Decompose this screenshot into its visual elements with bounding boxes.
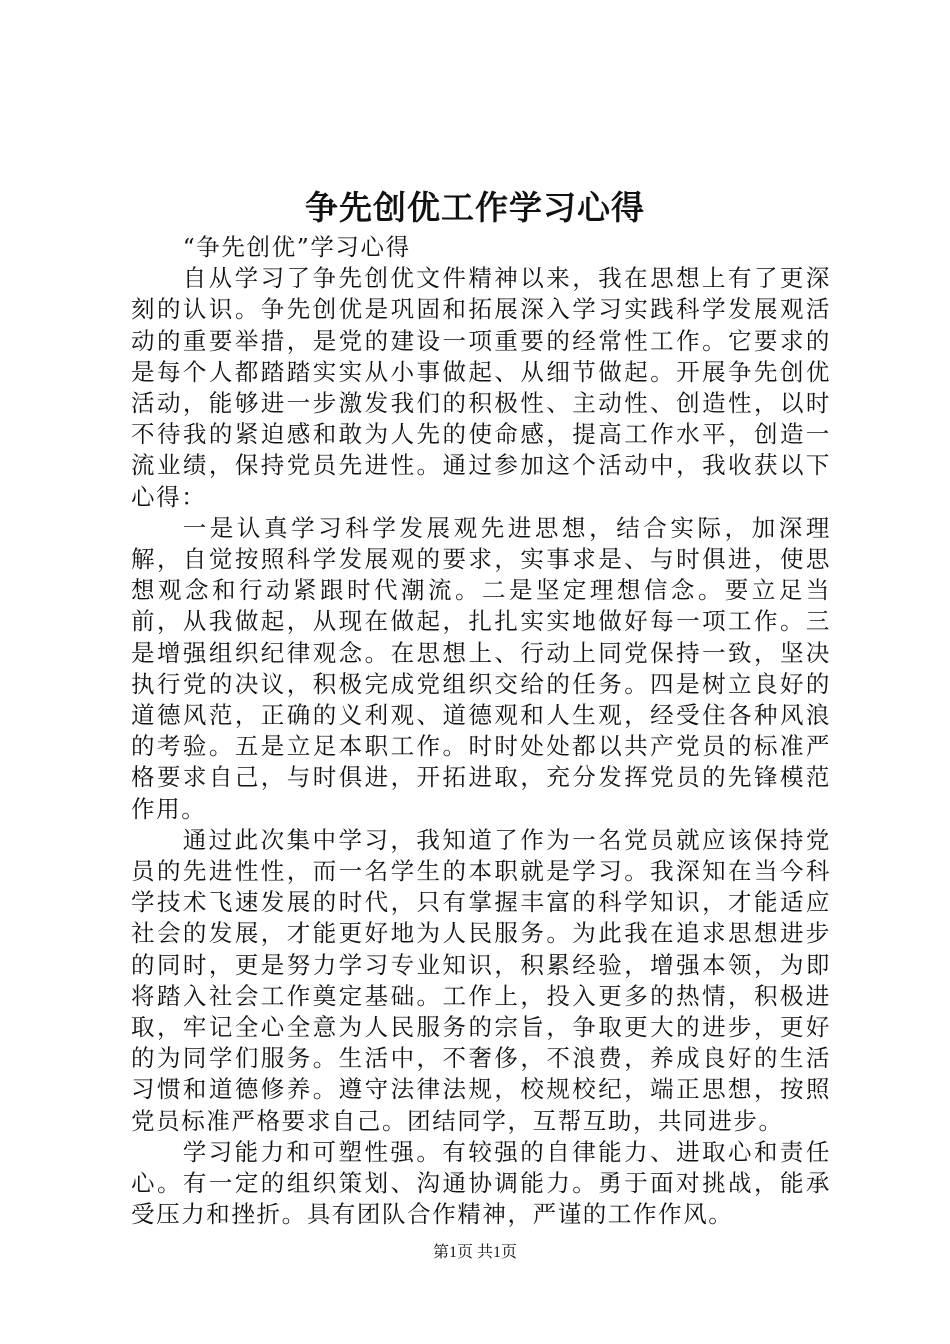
- subtitle-paragraph: “争先创优”学习心得: [182, 233, 411, 261]
- page-footer: 第1页 共1页: [432, 1244, 517, 1261]
- body-paragraph: 学习能力和可塑性强。有较强的自律能力、进取心和责任心。有一定的组织策划、沟通协调能力。勇于面对挑战，能承受压力和挫折。具有团队合作精神，严谨的工作作风。: [131, 1137, 831, 1229]
- document-title: 争先创优工作学习心得: [305, 188, 645, 227]
- body-paragraph: 一是认真学习科学发展观先进思想，结合实际，加深理解，自觉按照科学发展观的要求，实事求是、与时俱进，使思想观念和行动紧跟时代潮流。二是坚定理想信念。要立足当前，从我做起，从现在做起，扎扎实实地做好每一项工作。三是增强组织纪律观念。在思想上、行动上同党保持一致，坚决执行党的决议，积极完成党组织交给的任务。四是树立良好的道德风范，正确的义利观、道德观和人生观，经受住各种风浪的考验。五是立足本职工作。时时处处都以共产党员的标准严格要求自己，与时俱进，开拓进取，充分发挥党员的先锋模范作用。: [131, 513, 831, 823]
- body-paragraph: 自从学习了争先创优文件精神以来，我在思想上有了更深刻的认识。争先创优是巩固和拓展深入学习实践科学发展观活动的重要举措，是党的建设一项重要的经常性工作。它要求的是每个人都踏踏实实从小事做起、从细节做起。开展争先创优活动，能够进一步激发我们的积极性、主动性、创造性，以时不待我的紧迫感和敢为人先的使命感，提高工作水平，创造一流业绩，保持党员先进性。通过参加这个活动中，我收获以下心得：: [131, 264, 831, 511]
- document-body: [131, 232, 831, 1231]
- body-paragraph: 通过此次集中学习，我知道了作为一名党员就应该保持党员的先进性性，而一名学生的本职就是学习。我深知在当今科学技术飞速发展的时代，只有掌握丰富的科学知识，才能适应社会的发展，才能更好地为人民服务。为此我在追求思想进步的同时，更是努力学习专业知识，积累经验，增强本领，为即将踏入社会工作奠定基础。工作上，投入更多的热情，积极进取，牢记全心全意为人民服务的宗旨，争取更大的进步，更好的为同学们服务。生活中，不奢侈，不浪费，养成良好的生活习惯和道德修养。遵守法律法规，校规校纪，端正思想，按照党员标准严格要求自己。团结同学，互帮互助，共同进步。: [131, 825, 831, 1135]
